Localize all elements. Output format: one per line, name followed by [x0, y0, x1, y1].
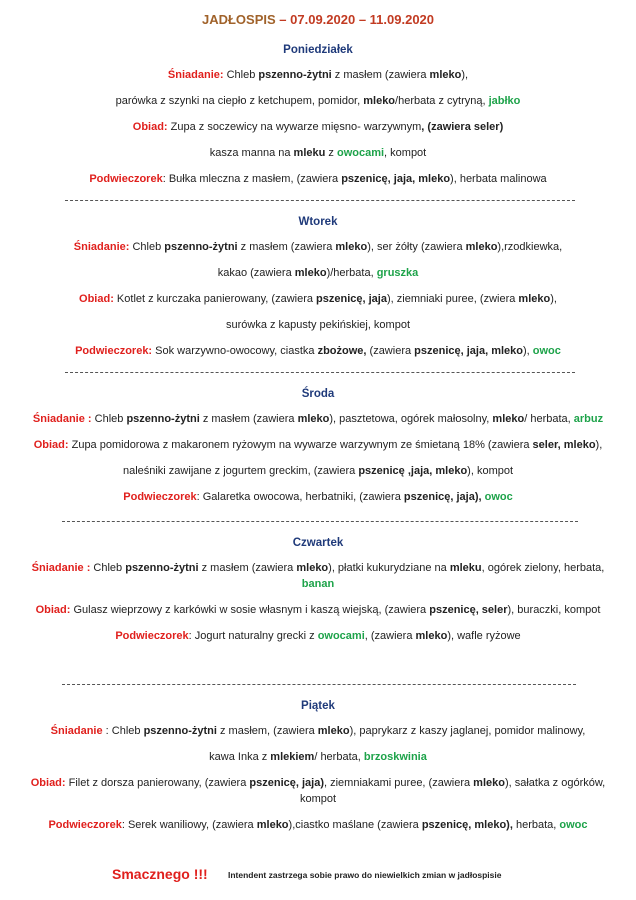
meal-label: Śniadanie:	[73, 241, 130, 253]
menu-text: pszenicę, seler	[429, 604, 508, 616]
menu-line	[0, 172, 636, 186]
page-title	[0, 12, 636, 27]
menu-text: Chleb	[91, 413, 127, 425]
menu-text: / herbata,	[524, 413, 574, 425]
day-heading: Piątek	[301, 700, 335, 712]
menu-text: naleśniki zawijane z jogurtem greckim, (zawiera	[122, 465, 359, 477]
menu-text: : Galaretka owocowa, herbatniki, (zawiera	[196, 491, 404, 503]
menu-text: , kompot	[384, 147, 427, 159]
day-heading: Poniedziałek	[283, 44, 353, 56]
meal-label: Śniadanie :	[32, 413, 92, 425]
menu-text: seler, mleko	[532, 439, 596, 451]
menu-text: herbata,	[515, 819, 560, 831]
menu-line	[0, 776, 636, 790]
menu-text: mleko	[363, 95, 396, 107]
menu-text: , (zawiera seler)	[421, 121, 504, 133]
menu-text: mleko	[473, 777, 505, 789]
footer-greeting: Smacznego !!!	[112, 866, 208, 882]
menu-text: Chleb	[90, 562, 126, 574]
menu-text: ),rzodkiewka,	[497, 241, 563, 253]
menu-line	[0, 724, 636, 738]
menu-text: mleku	[449, 562, 482, 574]
menu-text: : Jogurt naturalny grecki z	[188, 630, 318, 642]
meal-label: Obiad:	[132, 121, 168, 133]
title-dash: –	[275, 12, 291, 27]
meal-label: Obiad:	[33, 439, 69, 451]
menu-text: ), ziemniaki puree, (zwiera	[386, 293, 519, 305]
menu-text: z masłem (zawiera	[198, 562, 297, 574]
menu-text: mleko	[256, 819, 289, 831]
menu-text: mleko	[296, 562, 329, 574]
menu-line	[0, 490, 636, 504]
menu-text: pszenno-żytni	[125, 562, 199, 574]
menu-text: Gulasz wieprzowy z karkówki w sosie własnym i kaszą wiejską, (zawiera	[70, 604, 430, 616]
menu-text: surówka z kapusty pekińskiej, kompot	[225, 319, 411, 331]
fruit-text: jabłko	[488, 95, 521, 107]
menu-text: pszenno-żytni	[164, 241, 238, 253]
meal-label: Obiad:	[35, 604, 71, 616]
menu-text: ), płatki kukurydziane na	[328, 562, 450, 574]
menu-text: pszenno-żytni	[143, 725, 217, 737]
menu-line	[0, 292, 636, 306]
menu-text: kompot	[299, 793, 337, 805]
menu-text: kasza manna na	[209, 147, 294, 159]
menu-text: , (zawiera	[364, 630, 416, 642]
menu-text: , ogórek zielony, herbata,	[481, 562, 605, 574]
menu-line	[0, 318, 636, 332]
menu-text: Kotlet z kurczaka panierowany, (zawiera	[113, 293, 317, 305]
menu-line	[0, 818, 636, 832]
menu-text: ),ciastko maślane (zawiera	[288, 819, 422, 831]
menu-text: Filet z dorsza panierowany, (zawiera	[65, 777, 250, 789]
menu-text: mleko	[465, 241, 498, 253]
menu-line	[0, 94, 636, 108]
menu-text: pszenicę, jaja, mleko	[341, 173, 451, 185]
menu-text: (zawiera	[369, 345, 415, 357]
menu-text: ),	[461, 69, 469, 81]
menu-text: ),	[595, 439, 603, 451]
day-heading: Czwartek	[292, 537, 344, 549]
menu-text: mleko	[518, 293, 551, 305]
menu-line	[0, 412, 636, 426]
menu-text: / herbata,	[314, 751, 364, 763]
menu-text: mleko	[415, 630, 448, 642]
menu-text: : Chleb	[102, 725, 144, 737]
menu-text: Zupa z soczewicy na wywarze mięsno- warzywnym	[167, 121, 422, 133]
fruit-text: owocami	[336, 147, 385, 159]
day-heading: Środa	[301, 388, 335, 400]
menu-text: ), buraczki, kompot	[507, 604, 601, 616]
menu-text: mleko	[297, 413, 330, 425]
menu-line	[0, 68, 636, 82]
menu-text: pszenicę, jaja),	[403, 491, 485, 503]
separator-line	[65, 372, 575, 374]
menu-line	[0, 603, 636, 617]
meal-label: Podwieczorek:	[75, 345, 153, 357]
separator-line	[62, 521, 578, 523]
menu-text: mleko	[294, 267, 327, 279]
menu-line	[0, 344, 636, 358]
menu-text: pszenno-żytni	[126, 413, 200, 425]
fruit-text: banan	[301, 578, 335, 590]
menu-text: z	[325, 147, 337, 159]
fruit-text: owoc	[532, 345, 561, 357]
menu-text: Chleb	[223, 69, 259, 81]
fruit-text: owocami	[317, 630, 365, 642]
menu-line	[0, 792, 636, 806]
fruit-text: owoc	[484, 491, 513, 503]
menu-line	[0, 629, 636, 643]
menu-text: ),	[550, 293, 557, 305]
meal-label: Śniadanie :	[31, 562, 91, 574]
title-prefix: JADŁOSPIS	[201, 12, 276, 27]
menu-text: pszenicę, jaja, mleko	[414, 345, 523, 357]
menu-text: ),	[523, 345, 533, 357]
meal-label: Śniadanie	[50, 725, 103, 737]
menu-line	[0, 561, 636, 575]
menu-text: Zupa pomidorowa z makaronem ryżowym na wywarze warzywnym ze śmietaną 18% (zawiera	[68, 439, 533, 451]
menu-line	[0, 577, 636, 591]
menu-text: z masłem, (zawiera	[216, 725, 318, 737]
menu-line	[0, 146, 636, 160]
meal-label: Podwieczorek	[123, 491, 197, 503]
separator-line	[65, 200, 575, 202]
menu-text: Sok warzywno-owocowy, ciastka	[152, 345, 318, 357]
separator-line	[62, 684, 576, 686]
menu-text: /herbata z cytryną,	[395, 95, 489, 107]
menu-line	[0, 750, 636, 764]
menu-text: ), sałatka z ogórków,	[504, 777, 606, 789]
meal-label: Śniadanie:	[167, 69, 224, 81]
menu-text: z masłem (zawiera	[237, 241, 336, 253]
fruit-text: arbuz	[573, 413, 604, 425]
menu-text: z masłem (zawiera	[331, 69, 430, 81]
menu-line	[0, 266, 636, 280]
menu-text: pszenicę, jaja	[316, 293, 387, 305]
menu-text: pszenicę ,jaja, mleko	[358, 465, 468, 477]
menu-text: mleko	[492, 413, 525, 425]
menu-text: mleko	[317, 725, 350, 737]
meal-label: Obiad:	[30, 777, 66, 789]
day-heading: Wtorek	[298, 216, 338, 228]
menu-text: pszenicę, jaja)	[249, 777, 324, 789]
title-dates: 07.09.2020 – 11.09.2020	[290, 12, 435, 27]
menu-line	[0, 464, 636, 478]
menu-text: kawa Inka z	[209, 751, 271, 763]
menu-text: pszenicę, mleko),	[421, 819, 516, 831]
menu-text: mleku	[293, 147, 326, 159]
meal-label: Podwieczorek	[48, 819, 122, 831]
menu-text: , ziemniakami puree, (zawiera	[324, 777, 474, 789]
menu-line	[0, 438, 636, 452]
menu-text: : Bułka mleczna z masłem, (zawiera	[162, 173, 342, 185]
menu-text: parówka z szynki na ciepło z ketchupem, pomidor,	[115, 95, 364, 107]
menu-line	[0, 240, 636, 254]
menu-text: : Serek waniliowy, (zawiera	[121, 819, 257, 831]
menu-text: kakao (zawiera	[217, 267, 295, 279]
menu-text: mleko	[429, 69, 462, 81]
menu-text: ), herbata malinowa	[450, 173, 547, 185]
fruit-text: gruszka	[376, 267, 419, 279]
menu-text: Chleb	[129, 241, 165, 253]
meal-label: Podwieczorek	[115, 630, 189, 642]
menu-text: mleko	[335, 241, 368, 253]
menu-text: zbożowe,	[317, 345, 370, 357]
footer-note: Intendent zastrzega sobie prawo do niewielkich zmian w jadłospisie	[228, 870, 502, 880]
menu-text: ), paprykarz z kaszy jaglanej, pomidor malinowy,	[349, 725, 586, 737]
menu-text: mlekiem	[270, 751, 315, 763]
menu-text: ), pasztetowa, ogórek małosolny,	[329, 413, 493, 425]
meal-label: Obiad:	[79, 293, 114, 305]
menu-text: ), ser żółty (zawiera	[367, 241, 466, 253]
menu-text: z masłem (zawiera	[199, 413, 298, 425]
fruit-text: owoc	[559, 819, 588, 831]
meal-label: Podwieczorek	[89, 173, 163, 185]
menu-text: ), wafle ryżowe	[447, 630, 521, 642]
menu-text: )/herbata,	[326, 267, 377, 279]
fruit-text: brzoskwinia	[363, 751, 427, 763]
menu-line	[0, 120, 636, 134]
menu-text: ), kompot	[467, 465, 514, 477]
menu-text: pszenno-żytni	[258, 69, 332, 81]
